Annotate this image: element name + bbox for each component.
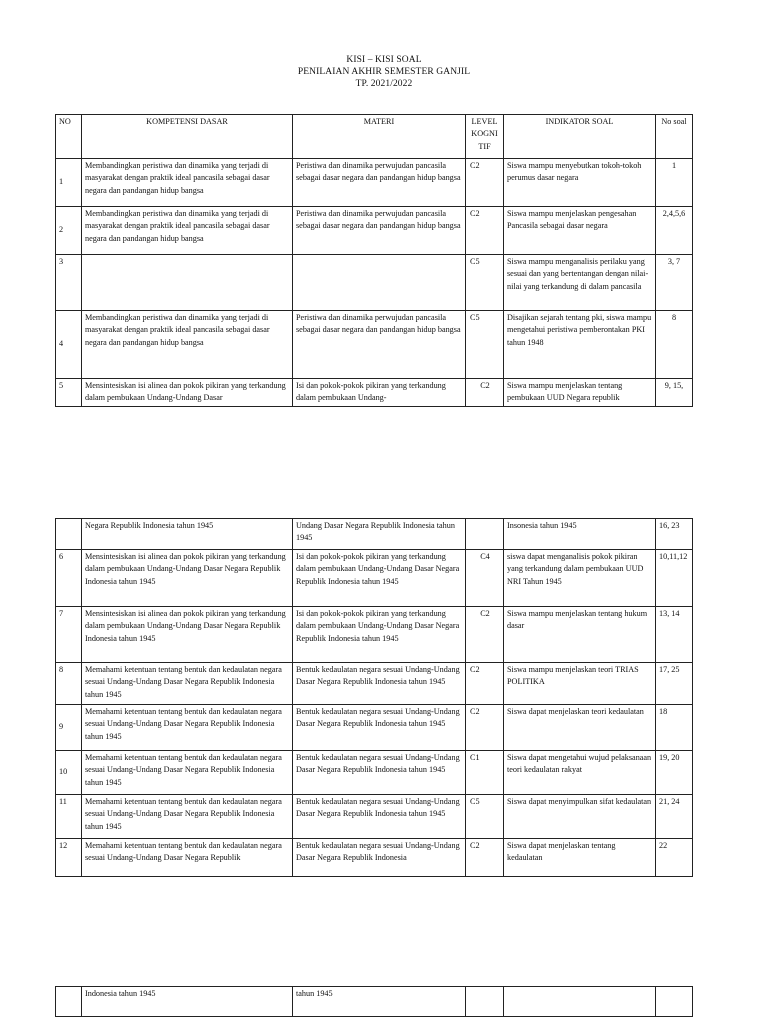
row-kompetensi: Memahami ketentuan tentang bentuk dan kedaulatan negara sesuai Undang-Undang Dasar Negara Republik Indonesia tahun 1945 xyxy=(82,663,293,705)
row-kompetensi: Mensintesiskan isi alinea dan pokok pikiran yang terkandung dalam pembukaan Undang-Undang Dasar xyxy=(82,379,293,407)
kisi-table-page-1 xyxy=(55,114,693,407)
row-level: C5 xyxy=(466,255,504,311)
row-level xyxy=(466,987,504,1017)
table-row xyxy=(56,751,693,795)
col-header-kompetensi: KOMPETENSI DASAR xyxy=(82,115,293,159)
row-no xyxy=(56,987,82,1017)
row-no: 3 xyxy=(56,255,82,311)
table-row xyxy=(56,705,693,751)
row-nosoal: 8 xyxy=(656,311,693,379)
header-line-3: TP. 2021/2022 xyxy=(355,79,413,89)
row-level: C2 xyxy=(466,379,504,407)
kisi-table-page-2 xyxy=(55,518,693,877)
row-no: 10 xyxy=(56,751,82,795)
row-kompetensi: Membandingkan peristiwa dan dinamika yang terjadi di masyarakat dengan praktik ideal pancasila sebagai dasar negara dan pandangan hidup bangsa xyxy=(82,159,293,207)
row-materi: Undang Dasar Negara Republik Indonesia tahun 1945 xyxy=(293,519,466,550)
row-indikator: Insonesia tahun 1945 xyxy=(504,519,656,550)
row-indikator: Siswa mampu menganalisis perilaku yang sesuai dan yang bertentangan dengan nilai-nilai yang terkandung di dalam pancasila xyxy=(504,255,656,311)
row-kompetensi: Memahami ketentuan tentang bentuk dan kedaulatan negara sesuai Undang-Undang Dasar Negara Republik xyxy=(82,839,293,877)
col-header-materi: MATERI xyxy=(293,115,466,159)
table-row xyxy=(56,255,693,311)
row-materi: Peristiwa dan dinamika perwujudan pancasila sebagai dasar negara dan pandangan hidup bangsa xyxy=(293,159,466,207)
row-nosoal: 18 xyxy=(656,705,693,751)
table-header-row xyxy=(56,115,693,159)
table-row xyxy=(56,795,693,839)
row-nosoal xyxy=(656,987,693,1017)
row-level: C2 xyxy=(466,839,504,877)
row-materi: Bentuk kedaulatan negara sesuai Undang-Undang Dasar Negara Republik Indonesia tahun 1945 xyxy=(293,795,466,839)
table-row xyxy=(56,663,693,705)
row-level xyxy=(466,519,504,550)
table-row xyxy=(56,607,693,663)
row-nosoal: 10,11,12 xyxy=(656,550,693,607)
row-kompetensi: Indonesia tahun 1945 xyxy=(82,987,293,1017)
row-materi: Peristiwa dan dinamika perwujudan pancasila sebagai dasar negara dan pandangan hidup bangsa xyxy=(293,207,466,255)
row-nosoal: 19, 20 xyxy=(656,751,693,795)
row-materi xyxy=(293,255,466,311)
row-materi: Isi dan pokok-pokok pikiran yang terkandung dalam pembukaan Undang-Undang Dasar Negara Republik Indonesia tahun 1945 xyxy=(293,607,466,663)
row-indikator: Disajikan sejarah tentang pki, siswa mampu mengetahui peristiwa pemberontakan PKI tahun 1948 xyxy=(504,311,656,379)
row-kompetensi: Mensintesiskan isi alinea dan pokok pikiran yang terkandung dalam pembukaan Undang-Undang Dasar Negara Republik Indonesia tahun 1945 xyxy=(82,607,293,663)
table-row xyxy=(56,987,693,1017)
table-row xyxy=(56,519,693,550)
col-header-level: LEVEL KOGNI TIF xyxy=(466,115,504,159)
row-level: C2 xyxy=(466,159,504,207)
row-nosoal: 2,4,5,6 xyxy=(656,207,693,255)
row-nosoal: 3, 7 xyxy=(656,255,693,311)
row-kompetensi xyxy=(82,255,293,311)
row-indikator: Siswa mampu menjelaskan tentang hukum dasar xyxy=(504,607,656,663)
col-header-indikator: INDIKATOR SOAL xyxy=(504,115,656,159)
row-materi: Bentuk kedaulatan negara sesuai Undang-Undang Dasar Negara Republik Indonesia tahun 1945 xyxy=(293,751,466,795)
row-nosoal: 22 xyxy=(656,839,693,877)
row-nosoal: 13, 14 xyxy=(656,607,693,663)
row-level: C4 xyxy=(466,550,504,607)
document-header xyxy=(0,54,768,90)
row-materi: tahun 1945 xyxy=(293,987,466,1017)
row-indikator: Siswa mampu menyebutkan tokoh-tokoh perumus dasar negara xyxy=(504,159,656,207)
col-header-no: NO xyxy=(56,115,82,159)
row-level: C2 xyxy=(466,607,504,663)
row-nosoal: 17, 25 xyxy=(656,663,693,705)
row-level: C5 xyxy=(466,795,504,839)
header-line-2: PENILAIAN AKHIR SEMESTER GANJIL xyxy=(297,67,471,77)
row-no: 2 xyxy=(56,207,82,255)
row-no: 8 xyxy=(56,663,82,705)
row-kompetensi: Mensintesiskan isi alinea dan pokok pikiran yang terkandung dalam pembukaan Undang-Undang Dasar Negara Republik Indonesia tahun 1945 xyxy=(82,550,293,607)
row-kompetensi: Memahami ketentuan tentang bentuk dan kedaulatan negara sesuai Undang-Undang Dasar Negara Republik Indonesia tahun 1945 xyxy=(82,795,293,839)
table-row xyxy=(56,839,693,877)
row-indikator: Siswa mampu menjelaskan pengesahan Pancasila sebagai dasar negara xyxy=(504,207,656,255)
row-nosoal: 16, 23 xyxy=(656,519,693,550)
table-row xyxy=(56,159,693,207)
row-indikator: Siswa dapat menjelaskan tentang kedaulatan xyxy=(504,839,656,877)
row-level: C1 xyxy=(466,751,504,795)
row-materi: Bentuk kedaulatan negara sesuai Undang-Undang Dasar Negara Republik Indonesia xyxy=(293,839,466,877)
row-materi: Isi dan pokok-pokok pikiran yang terkandung dalam pembukaan Undang- xyxy=(293,379,466,407)
table-row xyxy=(56,550,693,607)
row-materi: Isi dan pokok-pokok pikiran yang terkandung dalam pembukaan Undang-Undang Dasar Negara Republik Indonesia tahun 1945 xyxy=(293,550,466,607)
row-indikator: siswa dapat menganalisis pokok pikiran yang terkandung dalam pembukaan UUD NRI Tahun 1945 xyxy=(504,550,656,607)
row-nosoal: 9, 15, xyxy=(656,379,693,407)
row-materi: Bentuk kedaulatan negara sesuai Undang-Undang Dasar Negara Republik Indonesia tahun 1945 xyxy=(293,663,466,705)
row-no xyxy=(56,519,82,550)
col-header-nosoal: No soal xyxy=(656,115,693,159)
row-indikator: Siswa dapat mengetahui wujud pelaksanaan teori kedaulatan rakyat xyxy=(504,751,656,795)
row-indikator: Siswa mampu menjelaskan teori TRIAS POLITIKA xyxy=(504,663,656,705)
row-indikator: Siswa dapat menyimpulkan sifat kedaulatan xyxy=(504,795,656,839)
row-level: C2 xyxy=(466,663,504,705)
row-materi: Peristiwa dan dinamika perwujudan pancasila sebagai dasar negara dan pandangan hidup bangsa xyxy=(293,311,466,379)
row-indikator: Siswa mampu menjelaskan tentang pembukaan UUD Negara republik xyxy=(504,379,656,407)
row-level: C2 xyxy=(466,207,504,255)
header-line-1: KISI – KISI SOAL xyxy=(346,55,422,65)
table-row xyxy=(56,379,693,407)
row-level: C5 xyxy=(466,311,504,379)
row-no: 7 xyxy=(56,607,82,663)
row-no: 11 xyxy=(56,795,82,839)
row-no: 4 xyxy=(56,311,82,379)
row-indikator: Siswa dapat menjelaskan teori kedaulatan xyxy=(504,705,656,751)
row-no: 1 xyxy=(56,159,82,207)
row-nosoal: 1 xyxy=(656,159,693,207)
row-kompetensi: Negara Republik Indonesia tahun 1945 xyxy=(82,519,293,550)
row-indikator xyxy=(504,987,656,1017)
row-materi: Bentuk kedaulatan negara sesuai Undang-Undang Dasar Negara Republik Indonesia tahun 1945 xyxy=(293,705,466,751)
row-kompetensi: Membandingkan peristiwa dan dinamika yang terjadi di masyarakat dengan praktik ideal pancasila sebagai dasar negara dan pandangan hidup bangsa xyxy=(82,207,293,255)
row-kompetensi: Memahami ketentuan tentang bentuk dan kedaulatan negara sesuai Undang-Undang Dasar Negara Republik Indonesia tahun 1945 xyxy=(82,751,293,795)
row-level: C2 xyxy=(466,705,504,751)
row-no: 12 xyxy=(56,839,82,877)
table-row xyxy=(56,311,693,379)
row-no: 9 xyxy=(56,705,82,751)
row-nosoal: 21, 24 xyxy=(656,795,693,839)
row-kompetensi: Memahami ketentuan tentang bentuk dan kedaulatan negara sesuai Undang-Undang Dasar Negara Republik Indonesia tahun 1945 xyxy=(82,705,293,751)
row-no: 6 xyxy=(56,550,82,607)
row-no: 5 xyxy=(56,379,82,407)
table-row xyxy=(56,207,693,255)
kisi-table-page-3 xyxy=(55,986,693,1017)
row-kompetensi: Membandingkan peristiwa dan dinamika yang terjadi di masyarakat dengan praktik ideal pancasila sebagai dasar negara dan pandangan hidup bangsa xyxy=(82,311,293,379)
